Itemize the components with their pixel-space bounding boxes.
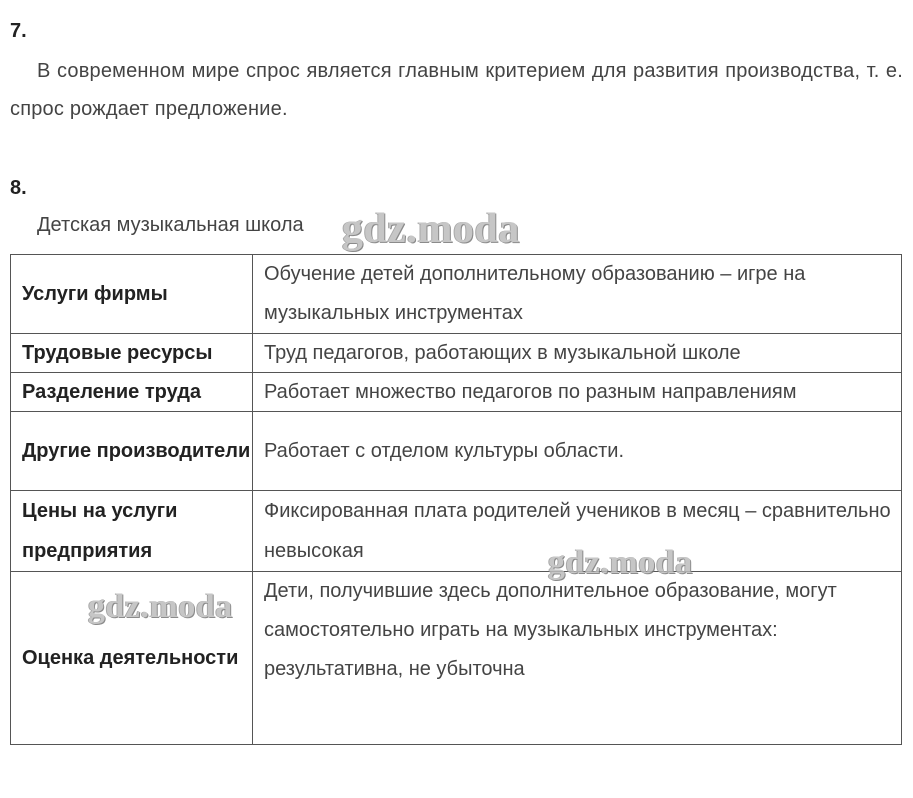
table-row bbox=[11, 491, 902, 572]
task-7-text: В современном мире спрос является главным критерием для развития производства, т. е. спрос рождает предложение. bbox=[10, 60, 903, 120]
task-8-number: 8. bbox=[10, 177, 27, 199]
firm-characteristics-table bbox=[10, 254, 902, 745]
row-key: Оценка деятельности bbox=[11, 572, 253, 745]
row-value: Обучение детей дополнительному образованию – игре на музыкальных инструментах bbox=[253, 255, 902, 334]
table-row bbox=[11, 412, 902, 491]
row-value: Работает с отделом культуры области. bbox=[253, 412, 902, 491]
row-value: Труд педагогов, работающих в музыкальной школе bbox=[253, 334, 902, 373]
task-8-subtitle: Детская музыкальная школа bbox=[37, 214, 304, 236]
watermark: gdz.moda bbox=[342, 206, 520, 252]
table-row bbox=[11, 334, 902, 373]
task-7-number: 7. bbox=[10, 20, 27, 42]
watermark: gdz.moda bbox=[88, 588, 233, 625]
table-row bbox=[11, 373, 902, 412]
row-key: Разделение труда bbox=[11, 373, 253, 412]
row-value: Работает множество педагогов по разным направлениям bbox=[253, 373, 902, 412]
row-value: Дети, получившие здесь дополнительное образование, могут самостоятельно играть на музыкальных инструментах: результативна, не убыточна bbox=[253, 572, 902, 745]
row-key: Другие производители bbox=[11, 412, 253, 491]
table-row bbox=[11, 255, 902, 334]
row-key: Цены на услуги предприятия bbox=[11, 491, 253, 572]
row-value: Фиксированная плата родителей учеников в месяц – сравнительно невысокая bbox=[253, 491, 902, 572]
row-key: Услуги фирмы bbox=[11, 255, 253, 334]
row-key: Трудовые ресурсы bbox=[11, 334, 253, 373]
watermark: gdz.moda bbox=[548, 544, 693, 581]
